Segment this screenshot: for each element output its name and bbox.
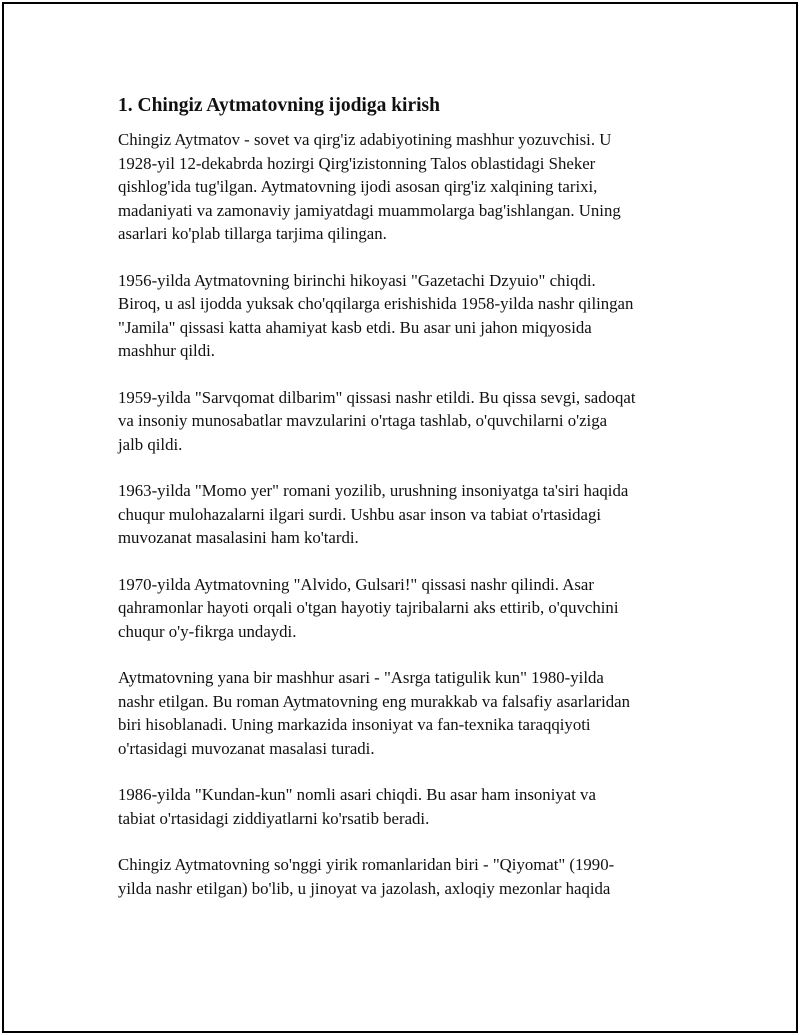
text-line: madaniyati va zamonaviy jamiyatdagi muammolarga bag'ishlangan. Uning [118, 200, 621, 220]
text-line: chuqur mulohazalarni ilgari surdi. Ushbu asar inson va tabiat o'rtasidagi [118, 504, 602, 524]
text-line: Chingiz Aytmatov - sovet va qirg'iz adabiyotining mashhur yozuvchisi. U [118, 130, 612, 149]
paragraph-1980 [118, 666, 688, 760]
paragraph-1956 [118, 269, 688, 363]
text-line: 1986-yilda "Kundan-kun" nomli asari chiqdi. Bu asar ham insoniyat va [118, 785, 596, 804]
paragraph-qiyomat [118, 853, 688, 900]
text-line: va insoniy munosabatlar mavzularini o'rtaga tashlab, o'quvchilarni o'ziga [118, 411, 608, 430]
text-line: o'rtasidagi muvozanat masalasi turadi. [118, 738, 375, 758]
document-body [118, 94, 688, 923]
text-line: 1928-yil 12-dekabrda hozirgi Qirg'izistonning Talos oblastidagi Sheker [118, 153, 596, 173]
text-line: yilda nashr etilgan) bo'lib, u jinoyat va jazolash, axloqiy mezonlar haqida [118, 878, 611, 898]
text-line: 1959-yilda "Sarvqomat dilbarim" qissasi nashr etildi. Bu qissa sevgi, sadoqat [118, 387, 636, 407]
paragraph-1959 [118, 386, 688, 457]
text-line: Biroq, u asl ijodda yuksak cho'qqilarga erishishida 1958-yilda nashr qilingan [118, 294, 634, 313]
section-heading: 1. Chingiz Aytmatovning ijodiga kirish [118, 95, 440, 116]
text-line: Aytmatovning yana bir mashhur asari - "Asrga tatigulik kun" 1980-yilda [118, 668, 604, 687]
text-line: mashhur qildi. [118, 341, 215, 360]
paragraph-1970 [118, 573, 688, 644]
paragraph-intro [118, 128, 688, 246]
text-line: biri hisoblanadi. Uning markazida insoniyat va fan-texnika taraqqiyoti [118, 715, 591, 734]
text-line: muvozanat masalasini ham ko'tardi. [118, 528, 359, 547]
text-line: 1970-yilda Aytmatovning "Alvido, Gulsari!" qissasi nashr qilindi. Asar [118, 574, 594, 594]
text-line: 1956-yilda Aytmatovning birinchi hikoyasi "Gazetachi Dzyuio" chiqdi. [118, 270, 596, 290]
paragraph-1963 [118, 479, 688, 550]
text-line: asarlari ko'plab tillarga tarjima qilingan. [118, 224, 387, 243]
text-line: Chingiz Aytmatovning so'nggi yirik romanlaridan biri - "Qiyomat" (1990- [118, 855, 615, 874]
text-line: "Jamila" qissasi katta ahamiyat kasb etdi. Bu asar uni jahon miqyosida [118, 317, 592, 337]
text-line: 1963-yilda "Momo yer" romani yozilib, urushning insoniyatga ta'siri haqida [118, 481, 629, 500]
text-line: jalb qildi. [118, 434, 183, 454]
text-line: nashr etilgan. Bu roman Aytmatovning eng murakkab va falsafiy asarlaridan [118, 691, 630, 711]
text-line: chuqur o'y-fikrga undaydi. [118, 621, 297, 641]
paragraph-1986 [118, 783, 688, 830]
text-line: tabiat o'rtasidagi ziddiyatlarni ko'rsatib beradi. [118, 808, 430, 828]
text-line: qahramonlar hayoti orqali o'tgan hayotiy tajribalarni aks ettirib, o'quvchini [118, 598, 619, 617]
text-line: qishlog'ida tug'ilgan. Aytmatovning ijodi asosan qirg'iz xalqining tarixi, [118, 177, 598, 196]
